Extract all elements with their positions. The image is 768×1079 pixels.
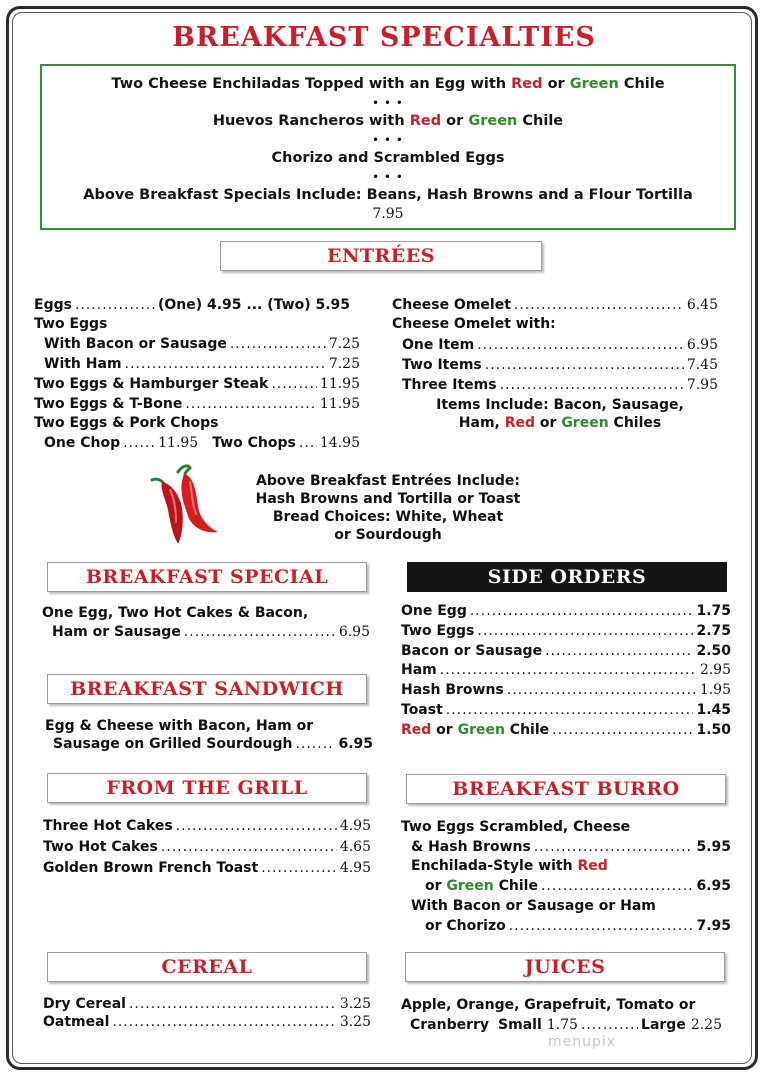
leader-dots xyxy=(271,375,317,393)
item-price: 11.95 xyxy=(158,435,199,451)
leader-dots xyxy=(75,296,155,314)
leader-dots xyxy=(129,995,337,1013)
special-enchiladas-text: Two Cheese Enchiladas Topped with an Egg with xyxy=(111,76,512,92)
item-price: 2.95 xyxy=(699,662,731,678)
item-label: Two Items xyxy=(402,357,482,373)
item-price: 6.95 xyxy=(686,337,718,353)
or-word: or xyxy=(535,415,562,431)
item-label: Eggs xyxy=(34,297,72,313)
item-label: Bacon or Sausage xyxy=(401,643,543,659)
leader-dots xyxy=(112,1013,336,1031)
red-word: Red xyxy=(511,76,543,92)
special-huevos-text: Huevos Rancheros with xyxy=(212,113,410,129)
green-word: Green xyxy=(561,415,609,431)
item-price: (One) 4.95 ... (Two) 5.95 xyxy=(157,297,351,313)
entree-two-eggs: Two Eggs xyxy=(34,316,108,332)
chiles-word: Chiles xyxy=(608,415,662,431)
juices-line1: Apple, Orange, Grapefruit, Tomato or xyxy=(401,997,696,1013)
items-include-note xyxy=(402,396,718,432)
entrees-include-note xyxy=(228,472,548,544)
grill-french-toast xyxy=(43,859,371,877)
leader-dots xyxy=(261,859,337,877)
item-label: or Chorizo xyxy=(425,918,506,934)
entree-ham xyxy=(44,355,360,373)
item-label: One Item xyxy=(402,337,475,353)
breakfast-sandwich-header: BREAKFAST SANDWICH xyxy=(47,674,367,704)
item-price: 7.25 xyxy=(328,356,360,372)
item-label xyxy=(401,721,549,739)
item-label: & Hash Browns xyxy=(411,839,531,855)
page-title: BREAKFAST SPECIALTIES xyxy=(172,22,596,53)
leader-dots xyxy=(440,661,697,679)
item-price: 11.95 xyxy=(319,376,360,392)
special-enchiladas xyxy=(42,76,734,92)
item-price: 6.95 xyxy=(696,878,731,894)
green-word: Green xyxy=(569,76,619,92)
breakfast-sandwich-line1: Egg & Cheese with Bacon, Ham or xyxy=(45,718,314,734)
leader-dots xyxy=(545,642,693,660)
grill-two-hot-cakes xyxy=(43,838,371,856)
large-label: Large xyxy=(641,1017,686,1033)
item-label: Dry Cereal xyxy=(43,996,126,1012)
item-label: Three Hot Cakes xyxy=(43,818,173,834)
item-price: 1.45 xyxy=(696,702,731,718)
cereal-header: CEREAL xyxy=(47,952,367,982)
leader-dots xyxy=(125,355,326,373)
ham-word: Ham, xyxy=(458,415,505,431)
leader-dots xyxy=(299,434,317,452)
omelet-three-items xyxy=(402,376,718,394)
chile-word: Chile xyxy=(517,113,564,129)
leader-dots xyxy=(185,395,317,413)
from-the-grill-header: FROM THE GRILL xyxy=(47,773,367,803)
burro-line4 xyxy=(425,877,731,895)
entree-t-bone xyxy=(34,395,360,413)
item-price: 7.95 xyxy=(696,918,731,934)
item-price: 4.65 xyxy=(339,839,371,855)
item-price: 3.25 xyxy=(339,996,371,1012)
green-word: Green xyxy=(457,722,505,738)
burro-line1: Two Eggs Scrambled, Cheese xyxy=(401,819,631,835)
item-label: Oatmeal xyxy=(43,1014,110,1030)
leader-dots xyxy=(295,735,335,753)
omelet-one-item xyxy=(402,336,718,354)
entree-pork-chops: Two Eggs & Pork Chops xyxy=(34,415,219,431)
enchilada-style-text: Enchilada-Style with xyxy=(411,858,578,874)
leader-dots xyxy=(446,701,694,719)
burro-line3 xyxy=(411,857,608,875)
item-price: 1.50 xyxy=(696,722,731,738)
leader-dots xyxy=(477,622,693,640)
breakfast-special-header: BREAKFAST SPECIAL xyxy=(47,562,367,592)
item-label: Three Items xyxy=(402,377,497,393)
side-chile xyxy=(401,721,731,739)
side-orders-header: SIDE ORDERS xyxy=(407,562,727,592)
red-word: Red xyxy=(577,858,608,874)
leader-dots xyxy=(507,681,697,699)
item-price: 14.95 xyxy=(319,435,360,451)
entree-cheese-omelet-with: Cheese Omelet with: xyxy=(392,316,556,332)
breakfast-special-line2 xyxy=(52,623,370,641)
leader-dots xyxy=(477,336,684,354)
grill-three-hot-cakes xyxy=(43,817,371,835)
special-huevos xyxy=(42,113,734,129)
leader-dots xyxy=(485,356,684,374)
separator-dots: • • • xyxy=(372,172,404,183)
note-line: Above Breakfast Entrées Include: xyxy=(256,473,520,489)
entree-bacon-sausage xyxy=(44,335,360,353)
item-label: With Bacon or Sausage xyxy=(44,336,227,352)
or-word: or xyxy=(441,113,469,129)
chili-pepper-icon xyxy=(148,462,220,546)
juices-header: JUICES xyxy=(405,952,725,982)
green-word: Green xyxy=(446,878,494,894)
item-label: Cheese Omelet xyxy=(392,297,511,313)
item-price: 6.95 xyxy=(338,624,370,640)
item-price: 11.95 xyxy=(319,396,360,412)
breakfast-burro-header: BREAKFAST BURRO xyxy=(406,774,726,804)
entrees-header: ENTRÉES xyxy=(220,241,542,271)
item-label: Two Chops xyxy=(212,435,296,451)
note-line: Bread Choices: White, Wheat xyxy=(272,509,504,525)
specials-include-note: Above Breakfast Specials Include: Beans, Hash Browns and a Flour Tortilla xyxy=(83,187,693,203)
specials-box xyxy=(40,64,736,230)
item-label: Golden Brown French Toast xyxy=(43,860,259,876)
entree-hamburger-steak xyxy=(34,375,360,393)
note-line: Hash Browns and Tortilla or Toast xyxy=(255,491,521,507)
item-price: 3.25 xyxy=(339,1014,371,1030)
item-label: Two Eggs & T-Bone xyxy=(34,396,183,412)
cereal-dry xyxy=(43,995,371,1013)
separator-dots: • • • xyxy=(372,135,404,146)
juices-line2 xyxy=(410,1016,722,1034)
leader-dots xyxy=(176,817,337,835)
entree-eggs xyxy=(34,296,364,314)
leader-dots xyxy=(514,296,684,314)
item-label: Cranberry xyxy=(410,1017,490,1033)
side-toast xyxy=(401,701,731,719)
chile-word: Chile xyxy=(504,722,550,738)
item-price: 7.95 xyxy=(686,377,718,393)
item-price: 1.75 xyxy=(696,603,731,619)
item-label: With Ham xyxy=(44,356,122,372)
leader-dots xyxy=(184,623,336,641)
leader-dots xyxy=(161,838,337,856)
leader-dots xyxy=(509,917,694,935)
item-label: Ham xyxy=(401,662,437,678)
leader-dots xyxy=(230,335,326,353)
items-include-line1: Items Include: Bacon, Sausage, xyxy=(436,397,684,413)
burro-line6 xyxy=(425,917,731,935)
note-line: or Sourdough xyxy=(334,527,442,543)
side-bacon-sausage xyxy=(401,642,731,660)
cereal-oatmeal xyxy=(43,1013,371,1031)
chile-word: Chile xyxy=(618,76,665,92)
leader-dots xyxy=(500,376,684,394)
small-label: Small xyxy=(498,1017,542,1033)
watermark: menupix xyxy=(548,1034,617,1050)
red-word: Red xyxy=(504,415,536,431)
red-word: Red xyxy=(401,722,432,738)
item-label: One Egg xyxy=(401,603,467,619)
item-price: 2.50 xyxy=(696,643,731,659)
special-chorizo: Chorizo and Scrambled Eggs xyxy=(271,150,505,166)
burro-line5: With Bacon or Sausage or Ham xyxy=(411,898,656,914)
item-label: Hash Browns xyxy=(401,682,504,698)
leader-dots xyxy=(123,434,155,452)
entree-chops xyxy=(44,434,360,452)
omelet-two-items xyxy=(402,356,718,374)
item-price: 4.95 xyxy=(339,860,371,876)
small-price: 1.75 xyxy=(546,1017,578,1033)
side-hash-browns xyxy=(401,681,731,699)
leader-dots xyxy=(470,602,694,620)
item-label xyxy=(425,877,538,895)
side-ham xyxy=(401,661,731,679)
leader-dots xyxy=(534,838,694,856)
item-label: Toast xyxy=(401,702,443,718)
item-price: 6.45 xyxy=(686,297,718,313)
burro-line2 xyxy=(411,838,731,856)
green-word: Green xyxy=(468,113,518,129)
or-word: or xyxy=(542,76,570,92)
item-price: 7.45 xyxy=(686,357,718,373)
large-price: 2.25 xyxy=(690,1017,722,1033)
side-two-eggs xyxy=(401,622,731,640)
item-price: 2.75 xyxy=(696,623,731,639)
or-word: or xyxy=(425,878,447,894)
item-price: 5.95 xyxy=(696,839,731,855)
specials-price: 7.95 xyxy=(372,206,404,222)
item-price: 4.95 xyxy=(339,818,371,834)
breakfast-special-line1: One Egg, Two Hot Cakes & Bacon, xyxy=(42,605,309,621)
item-label: One Chop xyxy=(44,435,121,451)
chile-word: Chile xyxy=(493,878,538,894)
item-label: Ham or Sausage xyxy=(52,624,181,640)
item-price: 1.95 xyxy=(699,682,731,698)
item-label: Two Hot Cakes xyxy=(43,839,158,855)
items-include-line2 xyxy=(402,414,718,432)
item-label: Sausage on Grilled Sourdough xyxy=(53,736,293,752)
item-label: Two Eggs xyxy=(401,623,475,639)
item-price: 7.25 xyxy=(328,336,360,352)
entree-cheese-omelet xyxy=(392,296,718,314)
item-label: Two Eggs & Hamburger Steak xyxy=(34,376,269,392)
leader-dots xyxy=(541,877,693,895)
breakfast-sandwich-line2 xyxy=(53,735,373,753)
leader-dots xyxy=(581,1016,638,1034)
separator-dots: • • • xyxy=(372,98,404,109)
side-one-egg xyxy=(401,602,731,620)
item-price: 6.95 xyxy=(338,736,373,752)
or-word: or xyxy=(431,722,458,738)
leader-dots xyxy=(552,721,693,739)
red-word: Red xyxy=(409,113,442,129)
